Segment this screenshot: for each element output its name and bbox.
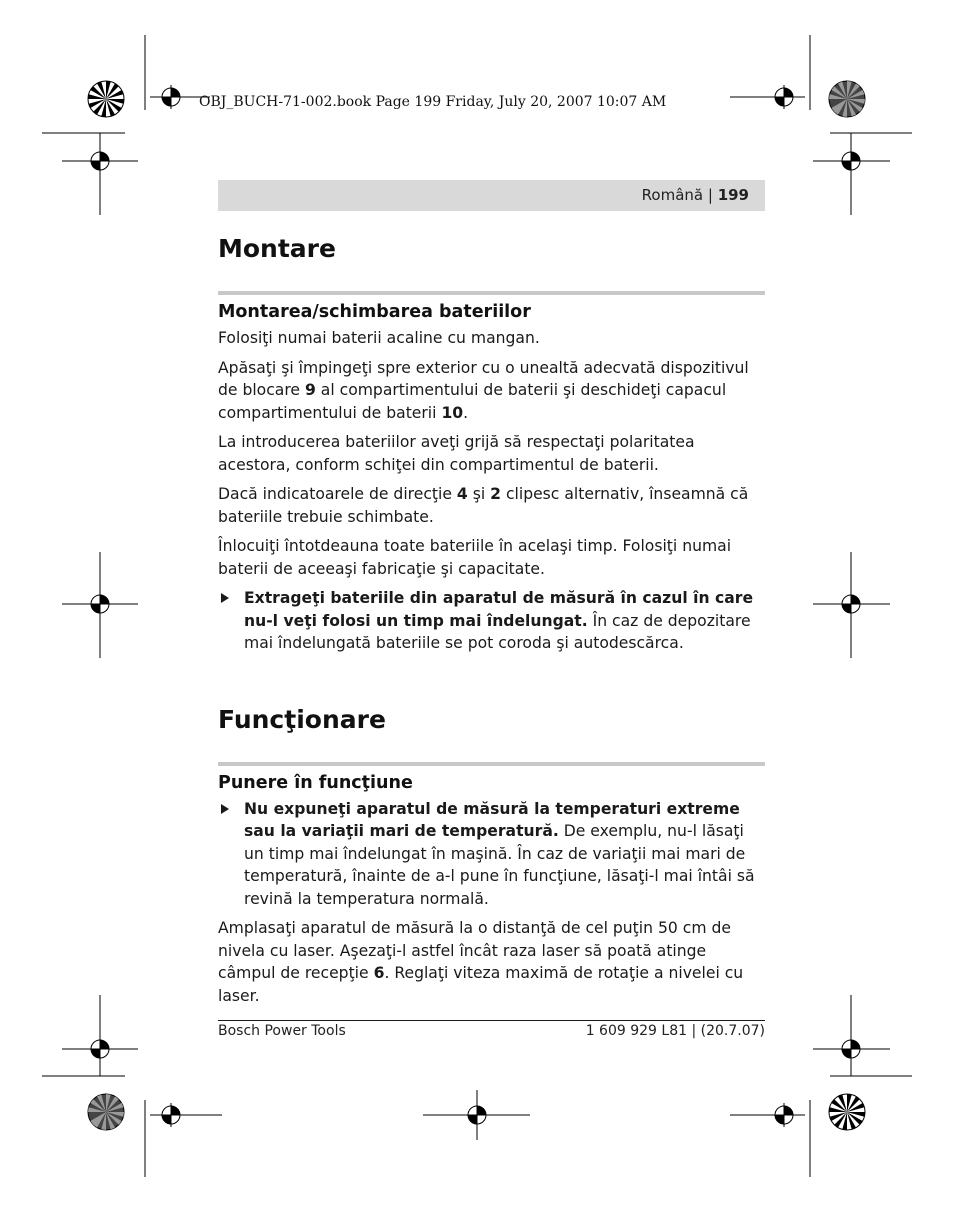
paragraph: Folosiţi numai baterii acaline cu mangan. (218, 329, 540, 347)
subsection-title-batteries: Montarea/schimbarea bateriilor (218, 302, 531, 322)
footer-divider (218, 1020, 765, 1021)
print-job-info: OBJ_BUCH-71-002.book Page 199 Friday, July 20, 2007 10:07 AM (199, 94, 667, 110)
paragraph: Înlocuiţi întotdeauna toate bateriile în acelaşi timp. Folosiţi numai baterii de aceeaşi fabricaţie şi capacitate. (218, 537, 732, 578)
section-divider (218, 291, 765, 295)
paragraph: Amplasaţi aparatul de măsură la o distanţă de cel puţin 50 cm de nivela cu laser. Aşezaţi-l astfel încât raza laser să poată atinge câmpul de recepţie 6. Reglaţi viteza maximă de rotaţie a nivelei cu laser. (218, 919, 744, 1005)
page-number: 199 (717, 186, 749, 204)
warning-bullet: Nu expuneţi aparatul de măsură la temperaturi extreme sau la variaţii mari de temperatură. De exemplu, nu-l lăsaţi un timp mai îndelungat în maşină. În caz de variaţii mai mari de temperatură, înainte de a-l pune în funcţiune, lăsaţi-l mai întâi să revină la temperatura normală. (218, 798, 765, 911)
paragraph: La introducerea bateriilor aveţi grijă să respectaţi polaritatea acestora, conform schiţei din compartimentul de baterii. (218, 433, 695, 474)
header-language: Română | (641, 186, 713, 204)
bullet-arrow-icon (221, 593, 229, 603)
page-header (642, 186, 749, 204)
footer-doc-number: 1 609 929 L81 | (20.7.07) (585, 1023, 765, 1039)
section-title-montare: Montare (218, 234, 336, 263)
paragraph: Dacă indicatoarele de direcţie 4 şi 2 clipesc alternativ, înseamnă că bateriile trebuie schimbate. (218, 485, 749, 526)
subsection-title-startup: Punere în funcţiune (218, 772, 413, 793)
page-header-bar (218, 180, 765, 211)
bullet-arrow-icon (221, 804, 229, 814)
warning-bullet: Extrageţi bateriile din aparatul de măsură în cazul în care nu-l veţi folosi un timp mai îndelungat. În caz de depozitare mai îndelungată bateriile se pot coroda şi autodescărca. (218, 587, 765, 655)
section-title-functionare: Funcţionare (218, 704, 386, 734)
page-content (218, 228, 765, 1014)
footer-brand: Bosch Power Tools (218, 1023, 346, 1039)
paragraph: Apăsaţi şi împingeţi spre exterior cu o unealtă adecvată dispozitivul de blocare 9 al compartimentului de baterii şi deschideţi capacul compartimentului de baterii 10. (218, 358, 749, 422)
section-divider (218, 762, 765, 766)
